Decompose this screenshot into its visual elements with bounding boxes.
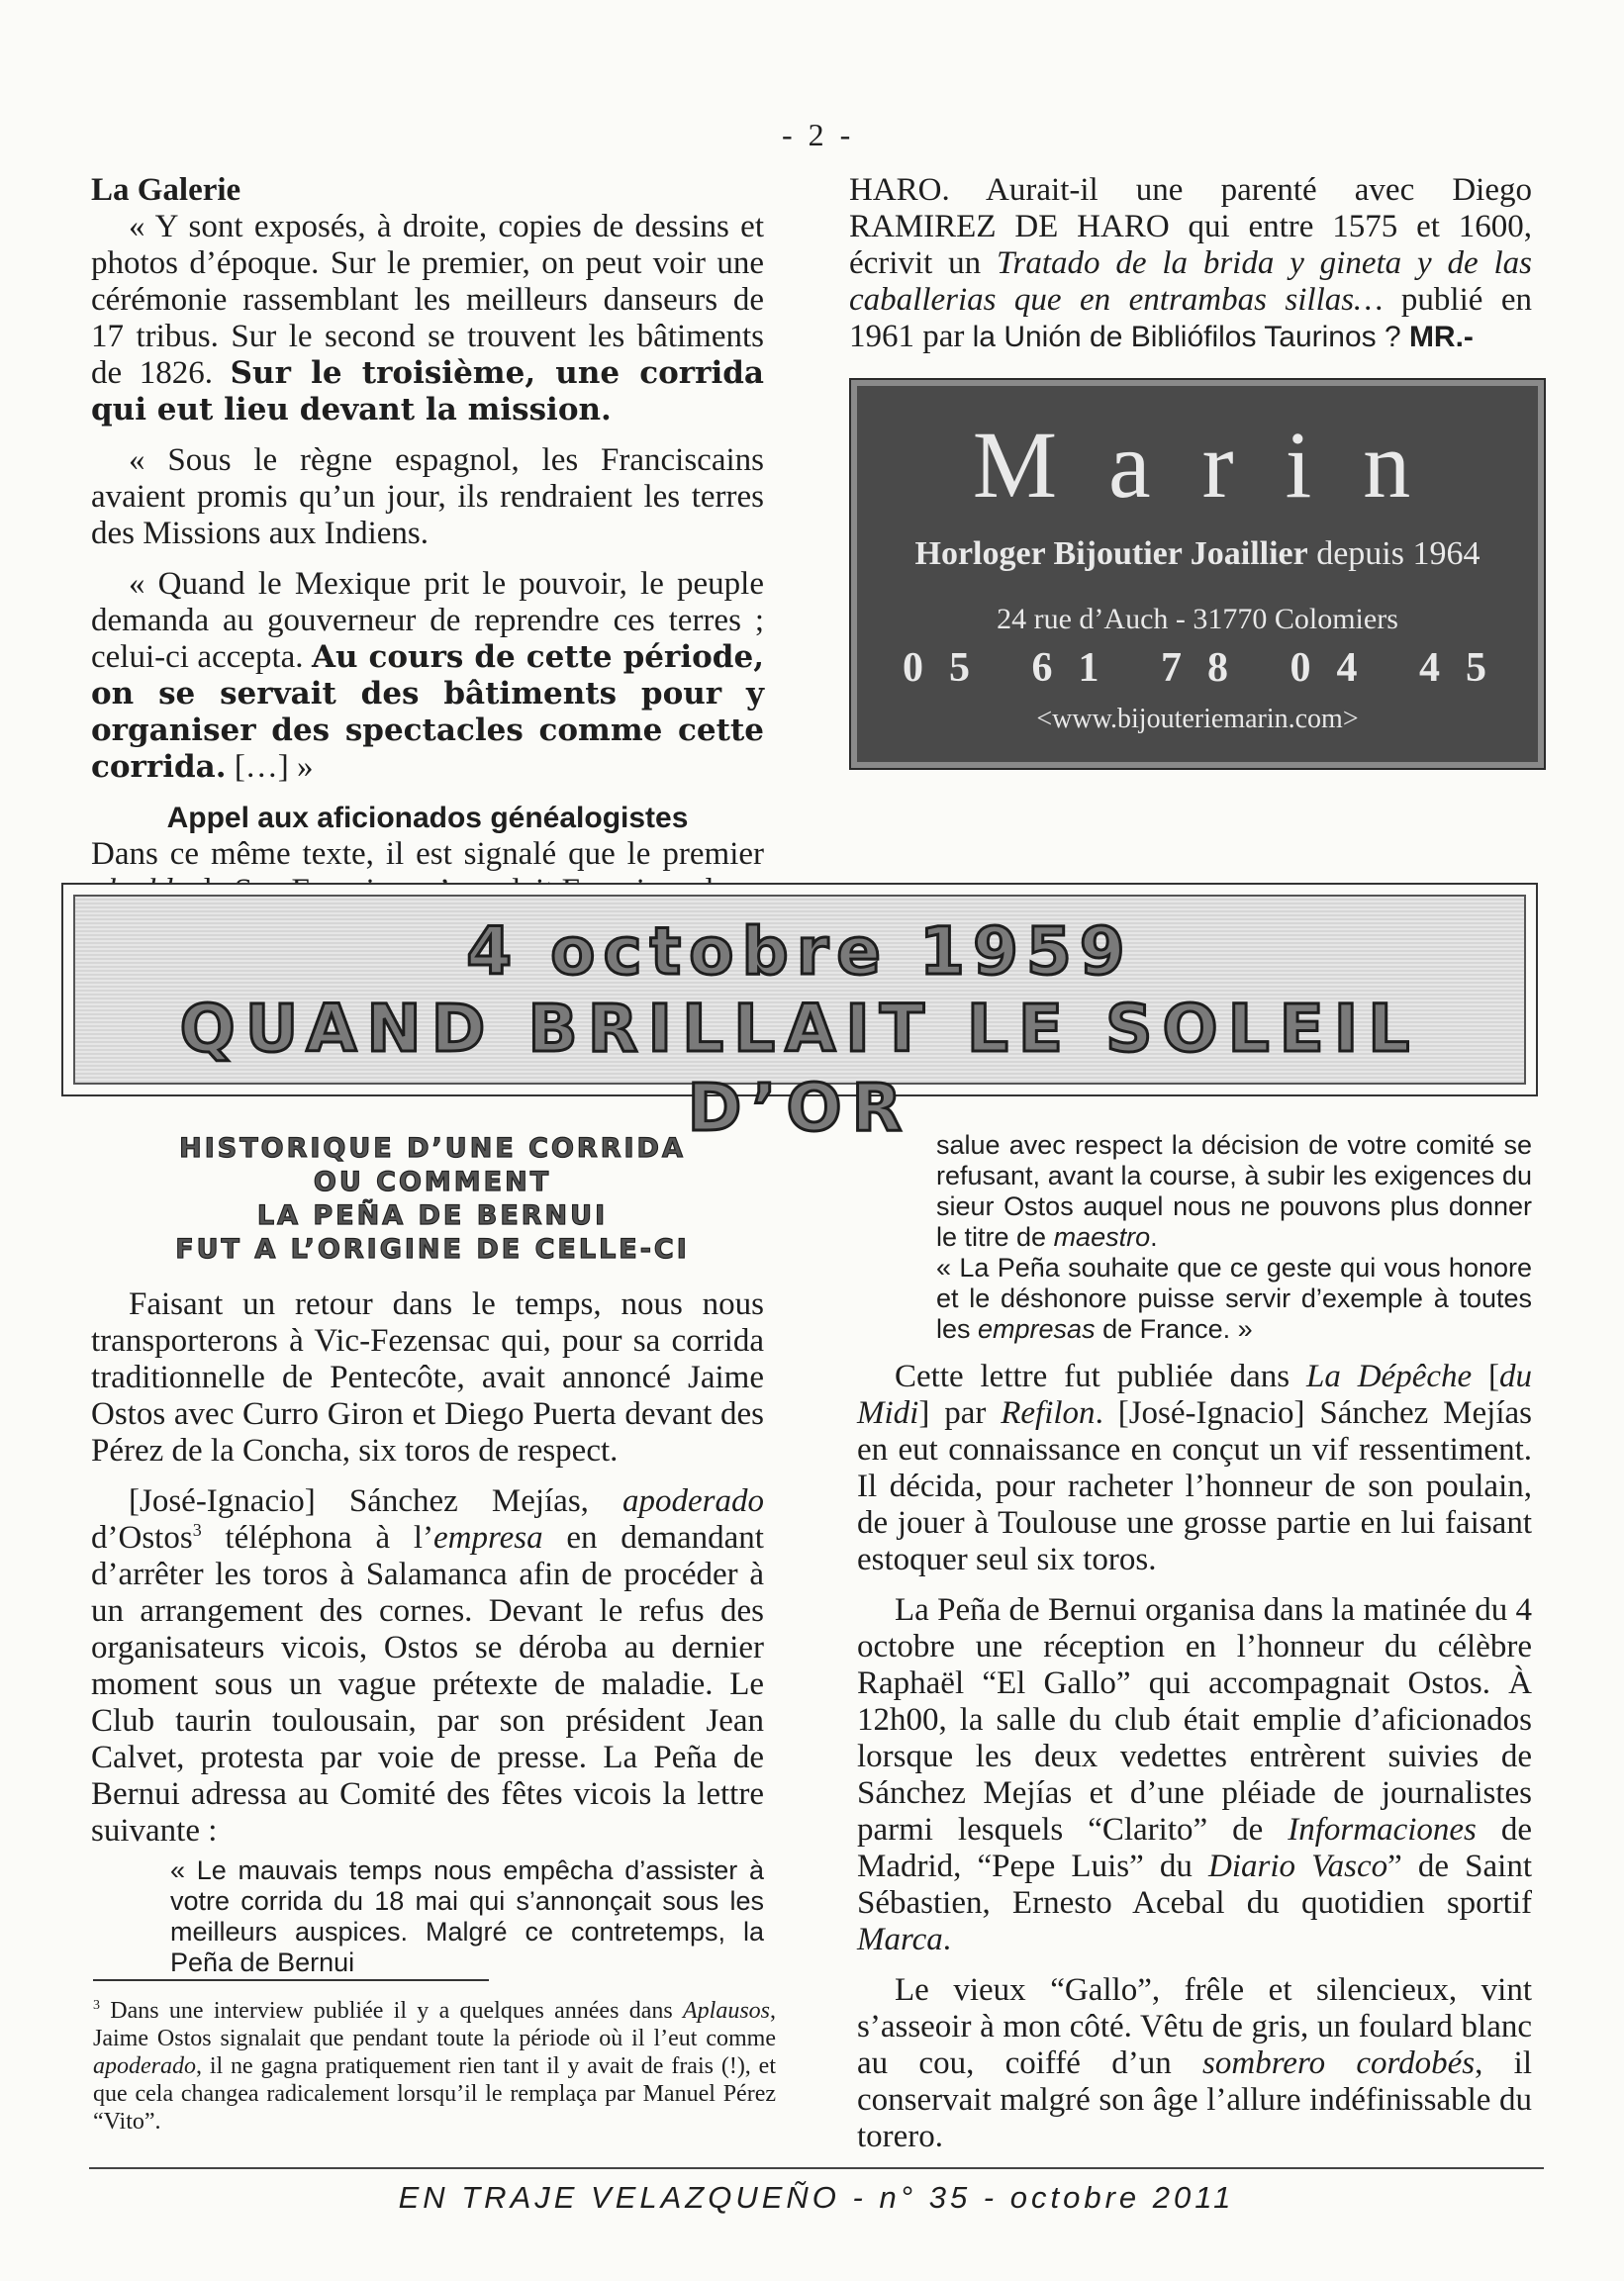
paragraph: « Y sont exposés, à droite, copies de dessins et photos d’époque. Sur le premier, on peut voir une cérémonie rassemblant les meilleurs danseurs de 17 tribus. Sur le second se trouvent les bâtiments de 1826. Sur le troisième, une corrida qui eut lieu devant la mission. xyxy=(91,209,765,428)
title-banner xyxy=(61,883,1538,1146)
paragraph: « Sous le règne espagnol, les Franciscains avaient promis qu’un jour, ils rendraient les terres des Missions aux Indiens. xyxy=(91,442,764,551)
ad-phone: 05 61 78 04 45 xyxy=(903,645,1512,691)
right-top-column xyxy=(849,172,1532,355)
article-left-column xyxy=(91,1286,764,1978)
article-heading: HISTORIQUE D’UNE CORRIDA OU COMMENT LA PEÑA DE BERNUI FUT A L’ORIGINE DE CELLE-CI xyxy=(175,1133,690,1265)
quoted-letter: « Le mauvais temps nous empêcha d’assister à votre corrida du 18 mai qui s’annonçait sous les meilleurs auspices. Malgré ce contretemps, la Peña de Bernui xyxy=(170,1855,764,1977)
title-banner-inner xyxy=(73,895,1526,1146)
footer-rule xyxy=(89,2167,1544,2169)
footnote: $^3$ Dans une interview publiée il y a quelques années dans Aplausos, Jaime Ostos signalait que pendant toute la période où il l’eut comme apoderado, il ne gagna pratiquement rien tant il y avait de frais (!), et que cela changea radicalement lorsqu’il le remplaça par Manuel Pérez “Vito”. xyxy=(93,1998,776,2135)
ad-website: <www.bijouteriemarin.com> xyxy=(1036,704,1359,734)
paragraph: [José-Ignacio] Sánchez Mejías, apoderado d’Ostos$^3$ téléphona à l’empresa en demandant d’arrêter les toros à Salamanca afin de procéder à un arrangement des cornes. Devant le refus des organisateurs vicois, Ostos se déroba au dernier moment sous un vague prétexte de maladie. Le Club taurin toulousain, par son président Jean Calvet, protesta par voie de presse. La Peña de Bernui adressa au Comité des fêtes vicois la lettre suivante : xyxy=(91,1483,764,1849)
ad-brand-name: Marin xyxy=(972,412,1463,518)
paragraph: Le vieux “Gallo”, frêle et silencieux, vint s’asseoir à mon côté. Vêtu de gris, un foulard blanc au cou, coiffé d’un sombrero cordobés, il conservait malgré son âge l’allure indéfinissable du torero. xyxy=(857,1972,1532,2154)
subheading: Appel aux aficionados généalogistes xyxy=(166,802,689,834)
paragraph: Cette lettre fut publiée dans La Dépêche [du Midi] par Refilon. [José-Ignacio] Sánchez Mejías en eut connaissance en conçut un vif ressentiment. Il décida, pour racheter l’honneur de son poulain, de jouer à Toulouse une grosse partie en lui faisant estoquer seul six toros. xyxy=(857,1359,1532,1577)
quoted-letter: salue avec respect la décision de votre comité se refusant, avant la course, à subir les exigences du sieur Ostos auquel nous ne pouvons plus donner le titre de maestro. xyxy=(936,1130,1532,1252)
jeweler-advertisement xyxy=(849,378,1546,770)
paragraph: Faisant un retour dans le temps, nous nous transporterons à Vic-Fezensac qui, pour sa corrida traditionnelle de Pentecôte, avait annoncé Jaime Ostos avec Curro Giron et Diego Puerta devant des Pérez de la Concha, six toros de respect. xyxy=(91,1286,764,1469)
footnote-divider xyxy=(93,1979,489,1981)
left-top-column xyxy=(91,172,764,909)
article-right-column xyxy=(857,1130,1532,2155)
footnote-ref: 3 xyxy=(192,1520,202,1540)
page-number: - 2 - xyxy=(782,117,855,152)
banner-date: 4 octobre 1959 xyxy=(466,913,1133,990)
paragraph: Dans ce même texte, il est signalé que le premier xyxy=(91,836,764,872)
banner-headline: QUAND BRILLAIT LE SOLEIL D’OR xyxy=(179,991,1420,1146)
paragraph: « Quand le Mexique prit le pouvoir, le peuple demanda au gouverneur de reprendre ces terres ; celui-ci accepta. Au cours de cette période, on se servait des bâtiments pour y organiser des spectacles comme cette corrida. […] » xyxy=(91,566,764,785)
paragraph: La Peña de Bernui organisa dans la matinée du 4 octobre une réception en l’honneur du célèbre Raphaël “El Gallo” qui accompagnait Ostos. À 12h00, la salle du club était emplie d’aficionados lorsque les deux vedettes entrèrent suivies de Sánchez Mejías et d’une pléiade de journalistes parmi lesquels “Clarito” de Informaciones de Madrid, “Pepe Luis” du Diario Vasco” de Saint Sébastien, Ernesto Acebal du quotidien sportif Marca. xyxy=(857,1592,1532,1957)
ad-tagline: Horloger Bijoutier Joaillier depuis 1964 xyxy=(914,535,1481,572)
section-title: La Galerie xyxy=(91,172,241,208)
paragraph: HARO. Aurait-il une parenté avec Diego RAMIREZ DE HARO qui entre 1575 et 1600, écrivit un Tratado de la brida y gineta y de las caballerias que en entrambas sillas… publié en 1961 par la Unión de Bibliófilos Taurinos ? MR.- xyxy=(849,172,1532,354)
page-footer: EN TRAJE VELAZQUEÑO - n° 35 - octobre 2011 xyxy=(398,2180,1235,2215)
quoted-letter: « La Peña souhaite que ce geste qui vous honore et le déshonore puisse servir d’exemple à toutes les empresas de France. » xyxy=(936,1253,1532,1344)
ad-address: 24 rue d’Auch - 31770 Colomiers xyxy=(997,603,1398,635)
